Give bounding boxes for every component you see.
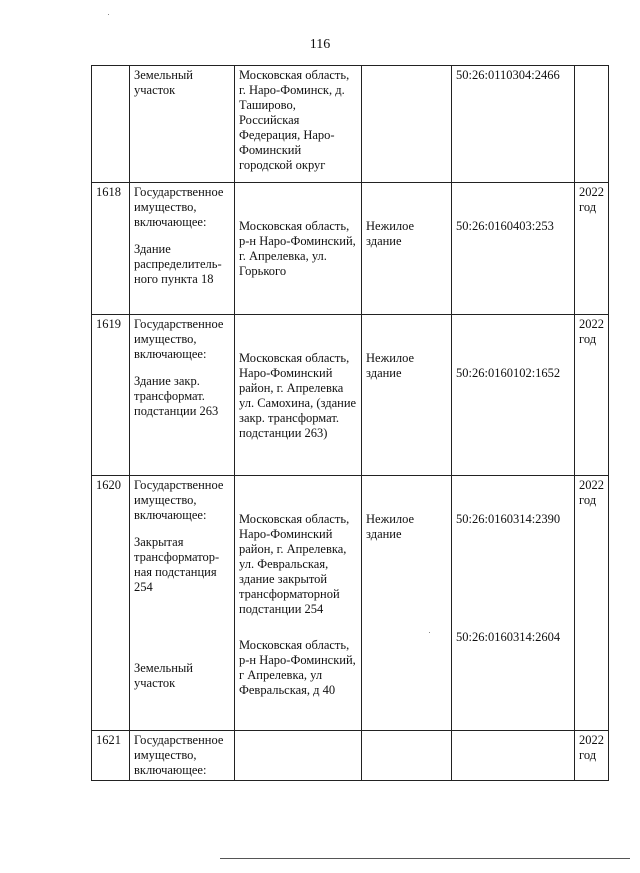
object-address: Московская область, г. Наро-Фоминск, д. Таширово, Российская Федерация, Наро-Фоминский городской округ (239, 68, 350, 172)
object-name-cell (130, 476, 235, 731)
group-title: Государственное имущество, включающее: (134, 478, 224, 522)
object-name: Здание закр. трансформат. подстанции 263 (134, 374, 219, 418)
cadastral-cell (452, 476, 575, 731)
address-cell (235, 183, 362, 315)
cadastral-number: 50:26:0160314:2390 (456, 512, 561, 526)
object-address: Московская область, р-н Наро-Фоминский, г. Апрелевка, ул. Горького (239, 219, 356, 278)
object-name: Земельный участок (134, 68, 193, 97)
object-address: Московская область, р-н Наро-Фоминский, г Апрелевка, ул Февральская, д 40 (239, 638, 356, 697)
object-name: Закрытая трансформатор-ная подстанция 254 (134, 535, 220, 594)
year-cell: 2022 год (575, 315, 609, 476)
row-number: 1620 (92, 476, 130, 731)
year-cell: 2022 год (575, 731, 609, 781)
object-name: Здание распределитель-ного пункта 18 (134, 242, 222, 286)
group-title: Государственное имущество, включающее: (134, 185, 224, 229)
cadastral-cell (452, 66, 575, 183)
object-name: Земельный участок (134, 661, 193, 690)
cadastral-number: 50:26:0160314:2604 (456, 630, 561, 644)
table-row (92, 183, 609, 315)
cadastral-cell (452, 183, 575, 315)
purpose-cell (362, 183, 452, 315)
year-cell (575, 66, 609, 183)
table-row (92, 315, 609, 476)
scan-speck (429, 632, 430, 633)
cadastral-cell (452, 731, 575, 781)
object-purpose: Нежилое здание (366, 351, 415, 380)
object-address: Московская область, Наро-Фоминский район, г. Апрелевка ул. Самохина, (здание закр. трансформат. подстанции 263) (239, 351, 357, 440)
table-row (92, 476, 609, 731)
cadastral-number: 50:26:0160403:253 (456, 219, 554, 233)
year-cell: 2022 год (575, 183, 609, 315)
bottom-rule (220, 858, 630, 859)
cadastral-number: 50:26:0160102:1652 (456, 366, 561, 380)
purpose-cell (362, 315, 452, 476)
purpose-cell (362, 66, 452, 183)
row-number: 1618 (92, 183, 130, 315)
page-number: 116 (309, 37, 331, 52)
cadastral-cell (452, 315, 575, 476)
year-cell: 2022 год (575, 476, 609, 731)
address-cell (235, 66, 362, 183)
group-title: Государственное имущество, включающее: (134, 317, 224, 361)
row-number (92, 66, 130, 183)
object-address: Московская область, Наро-Фоминский район, г. Апрелевка, ул. Февральская, здание закрытой трансформаторной подстанции 254 (239, 512, 350, 616)
object-purpose: Нежилое здание (366, 512, 415, 541)
scan-speck (108, 14, 109, 15)
address-cell (235, 315, 362, 476)
row-number: 1619 (92, 315, 130, 476)
object-name-cell (130, 315, 235, 476)
object-name-cell (130, 66, 235, 183)
row-number: 1621 (92, 731, 130, 781)
group-title: Государственное имущество, включающее: (134, 733, 224, 777)
table-row (92, 731, 609, 781)
purpose-cell (362, 731, 452, 781)
address-cell (235, 476, 362, 731)
table-row (92, 66, 609, 183)
cadastral-number: 50:26:0110304:2466 (456, 68, 560, 82)
object-purpose: Нежилое здание (366, 219, 415, 248)
object-name-cell (130, 731, 235, 781)
purpose-cell (362, 476, 452, 731)
object-name-cell (130, 183, 235, 315)
address-cell (235, 731, 362, 781)
property-registry-table (91, 65, 609, 781)
